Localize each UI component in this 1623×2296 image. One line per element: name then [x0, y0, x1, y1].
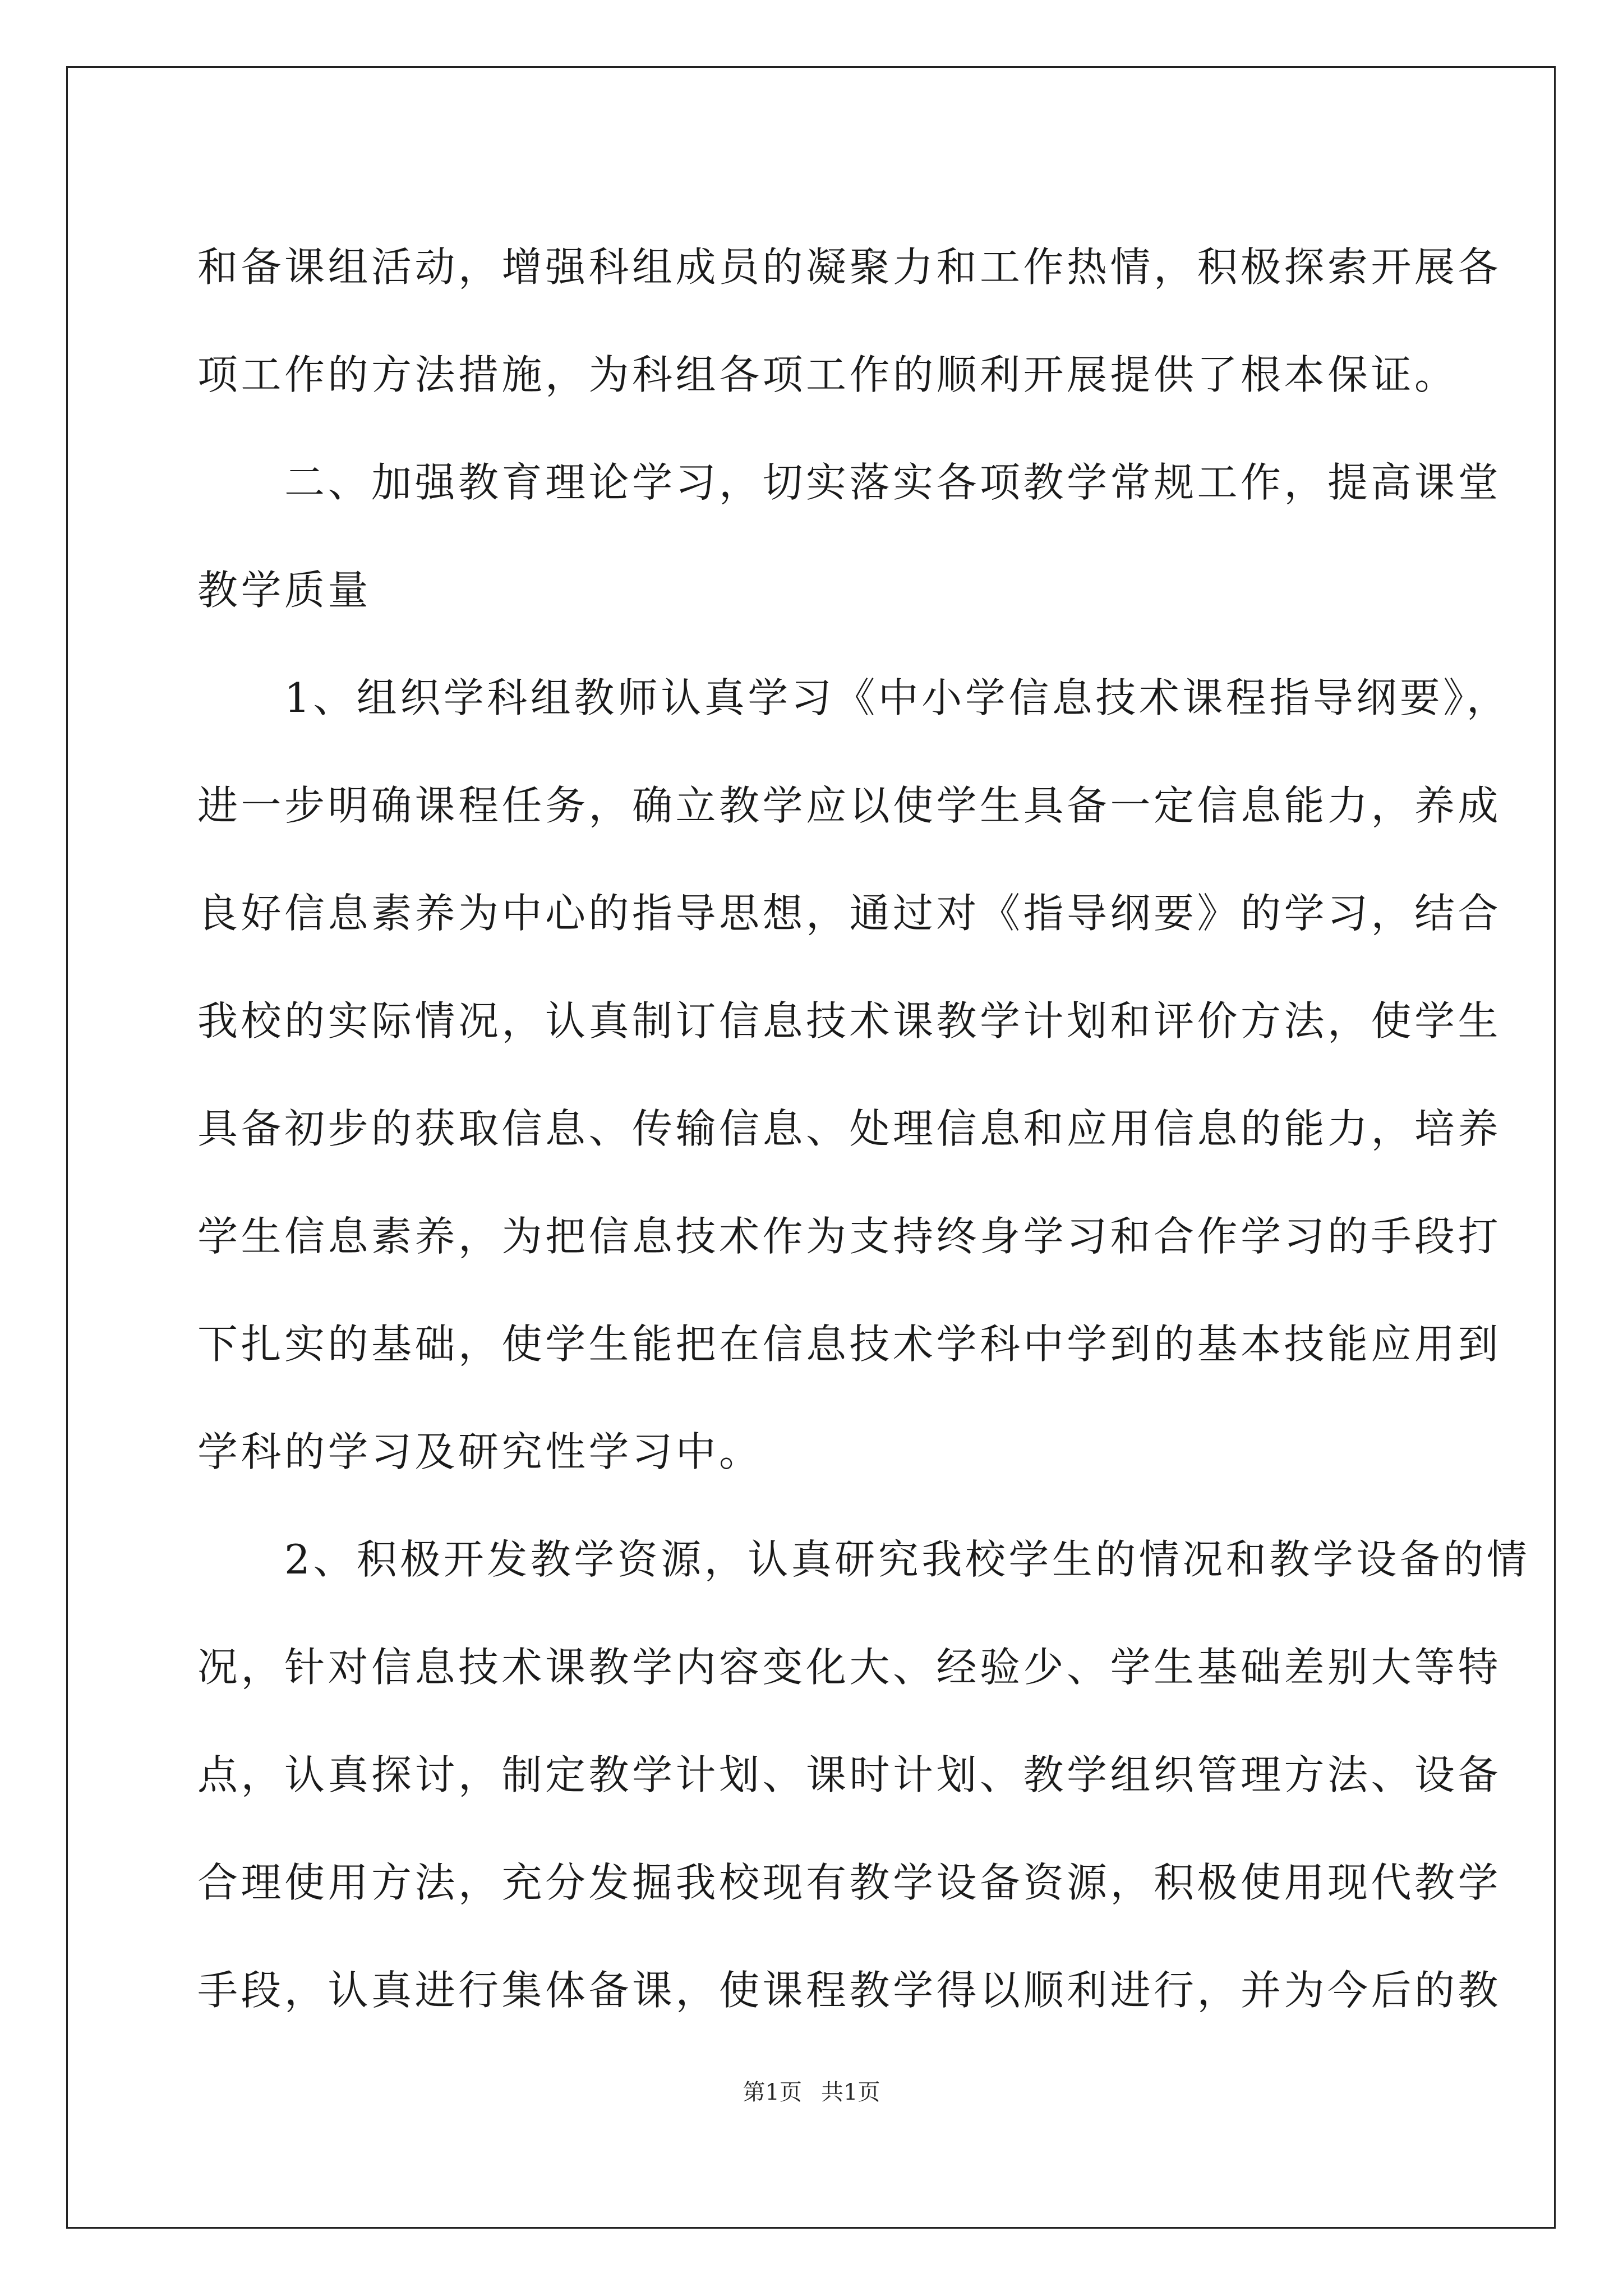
text-line: 良好信息素养为中心的指导思想，通过对《指导纲要》的学习，结合: [197, 890, 1502, 937]
section-heading-line: 教学质量: [197, 567, 372, 614]
text-line: 学科的学习及研究性学习中。: [197, 1428, 763, 1475]
page-footer: [0, 2076, 1623, 2109]
section-heading-line: 二、加强教育理论学习，切实落实各项教学常规工作，提高课堂: [197, 459, 1502, 506]
text-line: 我校的实际情况，认真制订信息技术课教学计划和评价方法，使学生: [197, 997, 1502, 1045]
page-number-total: 共1页: [821, 2079, 880, 2105]
text-line: 具备初步的获取信息、传输信息、处理信息和应用信息的能力，培养: [197, 1105, 1502, 1152]
document-body: [197, 213, 1530, 2044]
text-line: 和备课组活动，增强科组成员的凝聚力和工作热情，积极探索开展各: [197, 243, 1502, 291]
text-line: 合理使用方法，充分发掘我校现有教学设备资源，积极使用现代教学: [197, 1859, 1502, 1906]
text-line: 点，认真探讨，制定教学计划、课时计划、教学组织管理方法、设备: [197, 1751, 1502, 1798]
text-line: 项工作的方法措施，为科组各项工作的顺利开展提供了根本保证。: [197, 351, 1458, 398]
text-line: 学生信息素养，为把信息技术作为支持终身学习和合作学习的手段打: [197, 1213, 1502, 1260]
page-number-current: 第1页: [743, 2079, 802, 2105]
text-line: 2、积极开发教学资源，认真研究我校学生的情况和教学设备的情: [197, 1536, 1530, 1583]
text-line: 进一步明确课程任务，确立教学应以使学生具备一定信息能力，养成: [197, 782, 1502, 829]
text-line: 下扎实的基础，使学生能把在信息技术学科中学到的基本技能应用到: [197, 1320, 1502, 1368]
text-line: 手段，认真进行集体备课，使课程教学得以顺利进行，并为今后的教: [197, 1967, 1502, 2014]
text-line: 况，针对信息技术课教学内容变化大、经验少、学生基础差别大等特: [197, 1644, 1502, 1691]
text-line: 1、组织学科组教师认真学习《中小学信息技术课程指导纲要》，: [197, 674, 1510, 721]
